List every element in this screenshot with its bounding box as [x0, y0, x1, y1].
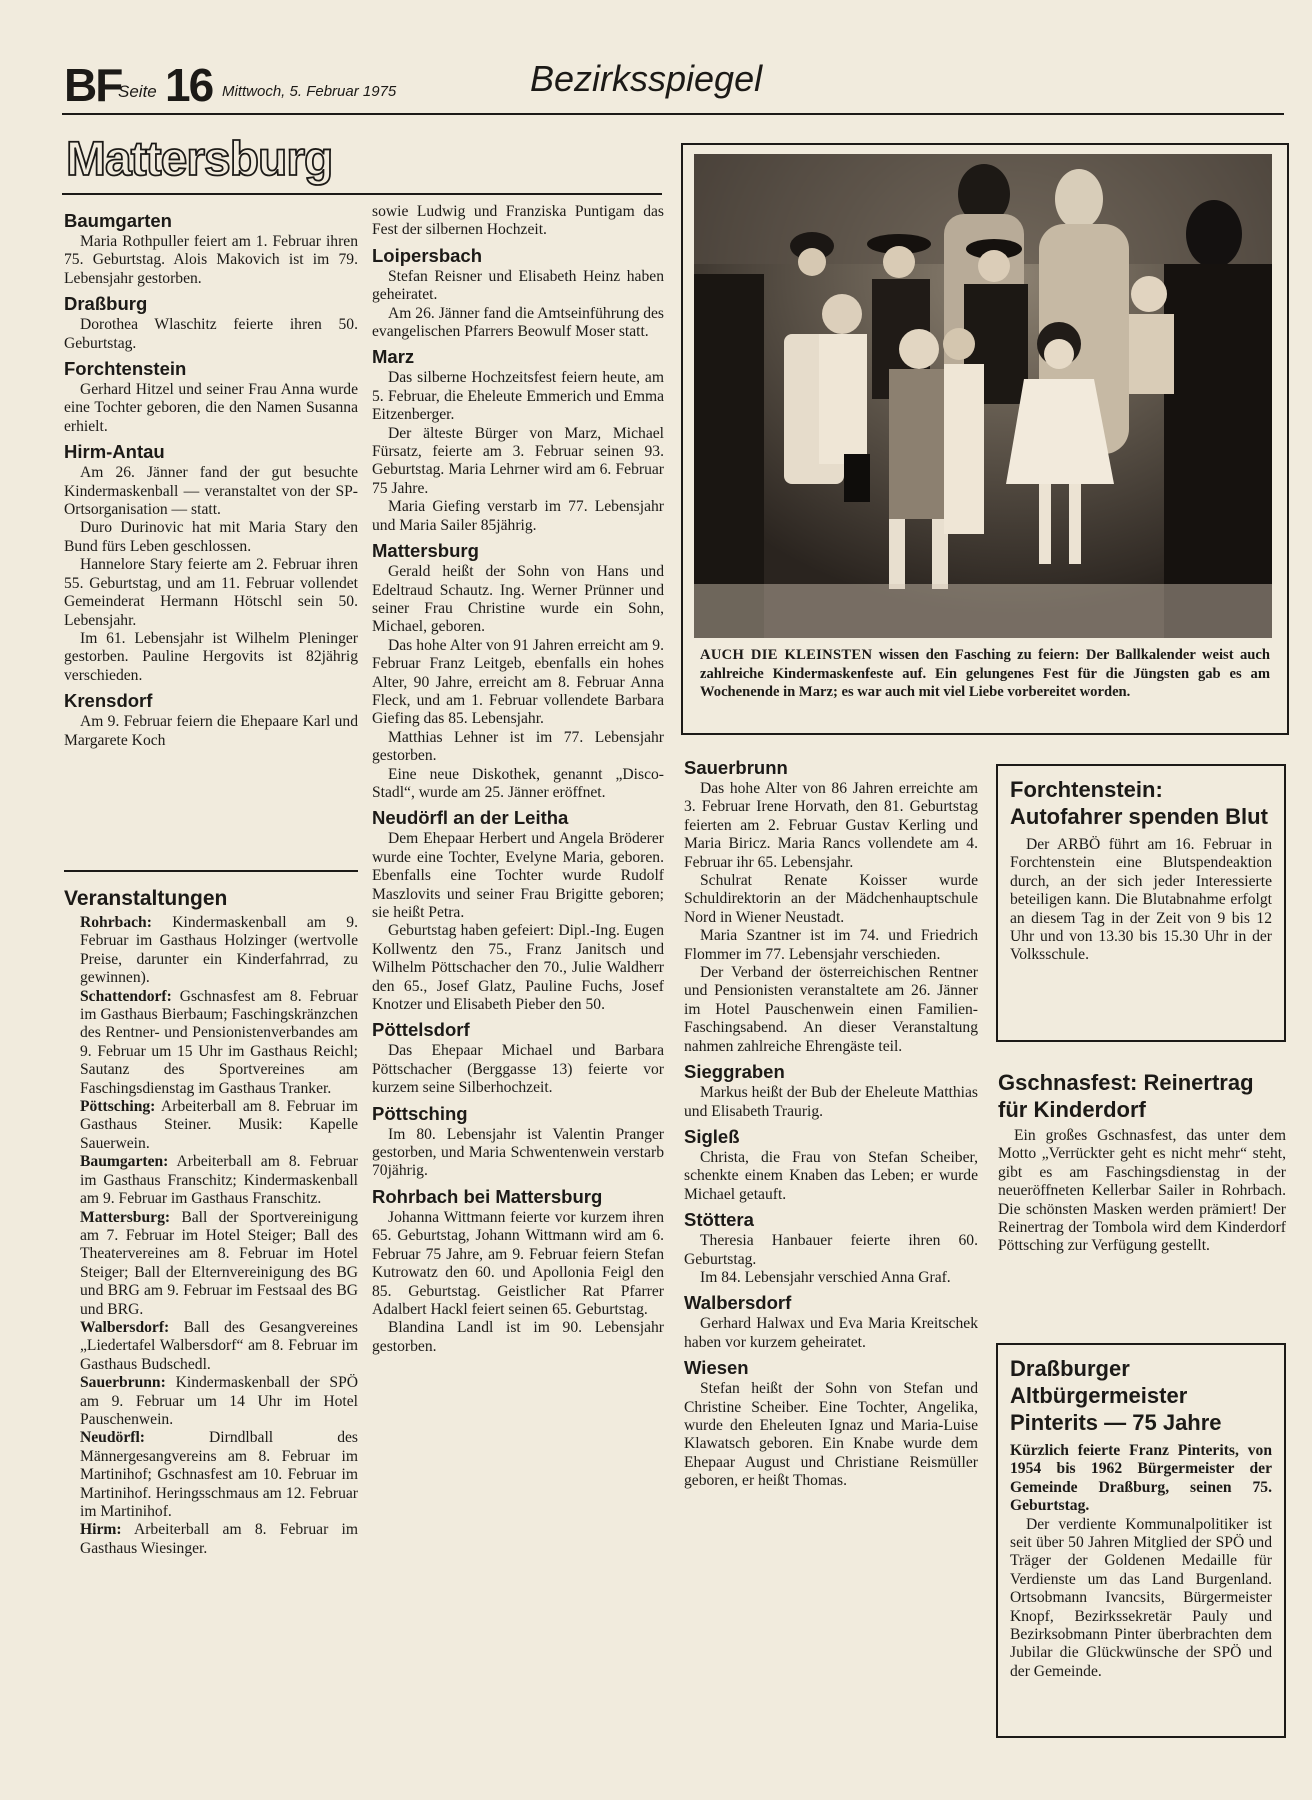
- gschnasfest-article: [998, 1069, 1286, 1256]
- col3-section-paragraph: Der Verband der österreichischen Rentner und Pensionisten veranstaltete am 26. Jänner im Hotel Pauschenwein einen Familien-Faschingsabend. An dieser Veranstaltung nahmen zahlreiche Ehrengäste teil.: [684, 964, 978, 1055]
- region-masthead: Mattersburg: [66, 133, 333, 186]
- col1-section-paragraph: Am 26. Jänner fand der gut besuchte Kindermaskenball — veranstaltet von der SP-Ortsorganisation — statt.: [64, 464, 358, 519]
- event-details: Kindermaskenball der SPÖ am 9. Februar um 14 Uhr im Hotel Pauschenwein.: [80, 1374, 358, 1428]
- event-entry: [64, 1098, 358, 1153]
- col2-section-paragraph: Maria Giefing verstarb im 77. Lebensjahr und Maria Sailer 85jährig.: [372, 498, 664, 534]
- col2-section-paragraph: Eine neue Diskothek, genannt „Disco-Stadl“, wurde am 25. Jänner eröffnet.: [372, 765, 664, 801]
- col1-section-paragraph: Maria Rothpuller feiert am 1. Februar ihren 75. Geburtstag. Alois Makovich ist im 79. Lebensjahr gestorben.: [64, 233, 358, 287]
- event-place: Neudörfl:: [80, 1429, 145, 1447]
- col2-section-paragraph: Matthias Lehner ist im 77. Lebensjahr gestorben.: [372, 728, 664, 765]
- column-local-news-2: [372, 203, 664, 1356]
- col1-section-paragraph: Duro Durinovic hat mit Maria Stary den Bund fürs Leben geschlossen.: [64, 519, 358, 555]
- col2-section-heading: Mattersburg: [372, 540, 479, 562]
- event-place: Walbersdorf:: [80, 1318, 170, 1336]
- col1-section-paragraph: Dorothea Wlaschitz feierte ihren 50. Geburtstag.: [64, 316, 358, 352]
- event-entry: [64, 1374, 358, 1429]
- col3-section-paragraph: Gerhard Halwax und Eva Maria Kreitschek haben vor kurzem geheiratet.: [684, 1315, 978, 1351]
- drassburg-lead: Kürzlich feierte Franz Pinterits, von 1954 bis 1962 Bürgermeister der Gemeinde Draßburg, seinen 75. Geburtstag.: [1010, 1442, 1272, 1515]
- header-rule: [62, 113, 1284, 115]
- event-place: Mattersburg:: [80, 1208, 171, 1226]
- col3-section-heading: Sigleß: [684, 1125, 740, 1147]
- drassburg-title: Draßburger Altbürgermeister Pinterits — 75 Jahre: [1010, 1356, 1222, 1435]
- col2-section-heading: Neudörfl an der Leitha: [372, 807, 569, 829]
- forchtenstein-title: Forchtenstein: Autofahrer spenden Blut: [1010, 777, 1268, 829]
- event-details: Dirndlball des Männergesangvereins am 8. Februar im Martinihof; Gschnasfest am 10. Februar im Martinihof. Heringsschmaus am 12. Februar im Martinihof.: [80, 1429, 358, 1520]
- col2-section-heading: Pöttsching: [372, 1102, 468, 1124]
- event-place: Sauerbrunn:: [80, 1374, 166, 1392]
- event-details: Arbeiterball am 8. Februar im Gasthaus Wiesinger.: [80, 1521, 358, 1557]
- event-details: Arbeiterball am 8. Februar im Gasthaus Steiner. Musik: Kapelle Sauerwein.: [80, 1098, 358, 1152]
- col2-section-paragraph: Gerald heißt der Sohn von Hans und Edeltraud Schautz. Ing. Werner Prünner und seiner Frau Christine wurde ein Sohn, Michael, geboren.: [372, 563, 664, 636]
- gschnasfest-text: Ein großes Gschnasfest, das unter dem Motto „Verrückter geht es nicht mehr“ steht, gibt es am Faschingsdienstag in der neueröffneten Kellerbar Sailer in Rohrbach. Die schönsten Masken werden prämiert! Der Reinertrag der Tombola wird dem Kinderdorf Pöttsching zur Verfügung gestellt.: [998, 1127, 1286, 1255]
- drassburg-box: [996, 1343, 1286, 1738]
- event-entry: [64, 1521, 358, 1558]
- event-place: Rohrbach:: [80, 914, 152, 931]
- col2-section-paragraph: Johanna Wittmann feierte vor kurzem ihren 65. Geburtstag, Johann Wittmann wird am 6. Februar 75 Jahre, am 9. Februar feiern Stefan Kutrowatz den 60. und Apollonia Feigl den 85. Geburtstag. Geistlicher Rat Pfarrer Adalbert Hackl feiert seinen 65. Geburtstag.: [372, 1208, 664, 1318]
- event-entry: [64, 914, 358, 988]
- drassburg-text: Der verdiente Kommunalpolitiker ist seit über 50 Jahren Mitglied der SPÖ und Träger der Goldenen Medaille für Verdienste um das Land Burgenland. Ortsobmann Ivancsits, Bürgermeister Knopf, Bezirkssekretär Pauly und Bezirksobmann Pinter überbrachten dem Jubilar die Glückwünsche der SPÖ und der Gemeinde.: [1010, 1515, 1272, 1680]
- caption-text: wissen den Fasching zu feiern: Der Ballkalender weist auch zahlreiche Kindermaskenfeste auf. Ein gelungenes Fest für die Jüngsten gab es am Wochenende in Marz; es war auch mit viel Liebe vorbereitet worden.: [700, 647, 1271, 701]
- col1-section-paragraph: Hannelore Stary feierte am 2. Februar ihren 55. Geburtstag, und am 11. Februar vollendet Gemeinderat Hermann Hötschl sein 50. Lebensjahr.: [64, 556, 358, 629]
- event-place: Baumgarten:: [80, 1153, 169, 1171]
- forchtenstein-text: Der ARBÖ führt am 16. Februar in Forchtenstein eine Blutspendeaktion durch, an der sich jeder Interessierte beteiligen kann. Die Blutabnahme erfolgt an diesem Tag in der Zeit von 9 bis 12 Uhr und von 13.30 bis 15.30 Uhr in der Volksschule.: [1010, 836, 1272, 964]
- caption-lead: AUCH DIE KLEINSTEN: [700, 647, 873, 663]
- photo-caption: [700, 646, 1270, 702]
- col3-section-paragraph: Das hohe Alter von 86 Jahren erreichte am 3. Februar Irene Horvath, den 81. Geburtstag feierten am 2. Februar Gustav Kerling und Maria Biricz. Maria Rancs vollendete am 4. Februar ihr 65. Lebensjahr.: [684, 780, 978, 871]
- page-number: 16: [165, 59, 213, 111]
- event-entry: [64, 988, 358, 1098]
- col3-section-paragraph: Im 84. Lebensjahr verschied Anna Graf.: [700, 1268, 951, 1286]
- col2-section-paragraph: Das Ehepaar Michael und Barbara Pöttschacher (Berggasse 13) feierte vor kurzem seine Silberhochzeit.: [372, 1042, 664, 1097]
- col1-section-heading: Baumgarten: [64, 210, 172, 231]
- event-details: Ball der Sportvereinigung am 7. Februar im Hotel Steiger; Ball des Theatervereines am 8. Februar im Hotel Steiger; Ball der Elternvereinigung des BG und BRG am 9. Februar im Festsaal des BG und BRG.: [80, 1208, 358, 1318]
- col1-section-heading: Draßburg: [64, 293, 148, 315]
- col2-section-paragraph: Das silberne Hochzeitsfest feiern heute, am 5. Februar, die Eheleute Emmerich und Emma Eitzenberger.: [372, 369, 664, 424]
- events-column: [64, 878, 358, 1558]
- event-entry: [64, 1429, 358, 1521]
- col3-section-paragraph: Schulrat Renate Koisser wurde Schuldirektorin an der Mädchenhauptschule Nord in Wiener Neustadt.: [684, 872, 978, 926]
- event-details: Arbeiterball am 8. Februar im Gasthaus Franschitz; Kindermaskenball am 9. Februar im Gasthaus Franschitz.: [80, 1153, 358, 1208]
- col3-section-paragraph: Maria Szantner ist im 74. und Friedrich Flommer im 77. Lebensjahr verschieden.: [684, 927, 978, 963]
- col1-section-paragraph: Gerhard Hitzel und seiner Frau Anna wurde eine Tochter geboren, die den Namen Susanna erhielt.: [64, 381, 358, 435]
- events-divider: [64, 870, 358, 872]
- col1-section-heading: Forchtenstein: [64, 358, 187, 380]
- col2-section-paragraph: Im 80. Lebensjahr ist Valentin Pranger gestorben, und Maria Schwentenwein verstarb 70jährig.: [372, 1125, 664, 1180]
- col3-section-heading: Sauerbrunn: [684, 757, 788, 778]
- col2-section-paragraph: Der älteste Bürger von Marz, Michael Fürsatz, feierte am 3. Februar seinen 93. Geburtstag. Maria Lehrner wird am 6. Februar 75 Jahre.: [372, 424, 664, 497]
- page-label: Seite: [118, 82, 157, 101]
- events-title: Veranstaltungen: [64, 887, 228, 910]
- col2-section-heading: Rohrbach bei Mattersburg: [372, 1185, 603, 1207]
- masthead-rule: [62, 193, 662, 195]
- col2-section-paragraph: Das hohe Alter von 91 Jahren erreicht am 9. Februar Franz Leitgeb, ebenfalls ein hohes Alter, 90 Jahre, erreicht am 8. Februar Anna Fleck, und am 1. Februar vollendete Barbara Giefing das 85. Lebensjahr.: [372, 636, 664, 728]
- column-local-news-3: [684, 752, 978, 1491]
- event-details: Gschnasfest am 8. Februar im Gasthaus Bierbaum; Faschingskränzchen des Rentner- und Pensionistenverbandes am 9. Februar um 15 Uhr im Gasthaus Reichl; Sautanz des Sportvereines am Faschingsdienstag im Gasthaus Tranker.: [80, 987, 358, 1097]
- publication-logo: BF: [64, 59, 122, 111]
- col3-section-heading: Walbersdorf: [684, 1292, 792, 1314]
- event-place: Schattendorf:: [80, 987, 172, 1005]
- col1-section-paragraph: Am 9. Februar feiern die Ehepaare Karl und Margarete Koch: [64, 713, 358, 749]
- col2-section-paragraph: Stefan Reisner und Elisabeth Heinz haben geheiratet.: [372, 267, 664, 304]
- event-place: Pöttsching:: [80, 1098, 156, 1116]
- col2-section-paragraph: Blandina Landl ist im 90. Lebensjahr gestorben.: [372, 1319, 664, 1355]
- col3-section-paragraph: Markus heißt der Bub der Eheleute Matthias und Elisabeth Traurig.: [684, 1084, 978, 1120]
- col3-section-heading: Wiesen: [684, 1357, 749, 1379]
- event-details: Ball des Gesangvereines „Liedertafel Walbersdorf“ am 8. Februar im Gasthaus Budschedl.: [80, 1318, 358, 1373]
- col1-section-heading: Hirm-Antau: [64, 441, 165, 463]
- col3-section-paragraph: Christa, die Frau von Stefan Scheiber, schenkte einem Knaben das Leben; er wurde Michael getauft.: [684, 1148, 978, 1203]
- col2-section-heading: Pöttelsdorf: [372, 1019, 470, 1041]
- carnival-children-photo: [694, 154, 1272, 638]
- col3-section-heading: Sieggraben: [684, 1061, 785, 1083]
- photo-illustration: [694, 154, 1272, 638]
- event-details: Kindermaskenball am 9. Februar im Gasthaus Holzinger (wertvolle Preise, darunter ein Kinderfahrrad, zu gewinnen).: [80, 914, 358, 987]
- col3-section-paragraph: Theresia Hanbauer feierte ihren 60. Geburtstag.: [684, 1232, 978, 1268]
- gschnasfest-title: Gschnasfest: Reinertrag für Kinderdorf: [998, 1070, 1254, 1122]
- section-title: Bezirksspiegel: [530, 58, 763, 99]
- col2-section-paragraph: Geburtstag haben gefeiert: Dipl.-Ing. Eugen Kollwentz den 75., Franz Janitsch und Wilhelm Pöttschacher den 70., Julie Waldherr den 65., Josef Glatz, Pauline Fuchs, Josef Knotzer und Elisabeth Pieber den 50.: [372, 922, 664, 1014]
- event-entry: [64, 1153, 358, 1208]
- col2-section-intro: sowie Ludwig und Franziska Puntigam das Fest der silbernen Hochzeit.: [372, 203, 664, 239]
- col1-section-heading: Krensdorf: [64, 690, 153, 712]
- column-local-news-1: [64, 205, 358, 750]
- forchtenstein-box: [996, 764, 1286, 1042]
- col1-section-paragraph: Im 61. Lebensjahr ist Wilhelm Pleninger gestorben. Pauline Hergovits ist 82jährig verschieden.: [64, 629, 358, 684]
- col2-section-paragraph: Am 26. Jänner fand die Amtseinführung des evangelischen Pfarrers Beowulf Moser statt.: [372, 304, 664, 341]
- col3-section-paragraph: Stefan heißt der Sohn von Stefan und Christine Scheiber. Eine Tochter, Angelika, wurde den Eheleuten Ignaz und Maria-Luise Klawatsch geboren. Ein Knabe wurde dem Ehepaar August und Christiane Reismüller geboren, er heißt Thomas.: [684, 1380, 978, 1490]
- issue-date: Mittwoch, 5. Februar 1975: [222, 83, 397, 100]
- event-entry: [64, 1209, 358, 1319]
- col2-section-heading: Marz: [372, 346, 415, 368]
- event-place: Hirm:: [80, 1521, 122, 1539]
- col3-section-heading: Stöttera: [684, 1209, 754, 1231]
- event-entry: [64, 1319, 358, 1374]
- col2-section-paragraph: Dem Ehepaar Herbert und Angela Bröderer wurde eine Tochter, Evelyne Maria, geboren. Ebenfalls eine Tochter wurde Rudolf Maszlovits und seiner Frau Brigitte geboren; sie heißt Petra.: [372, 830, 664, 921]
- col2-section-heading: Loipersbach: [372, 244, 482, 266]
